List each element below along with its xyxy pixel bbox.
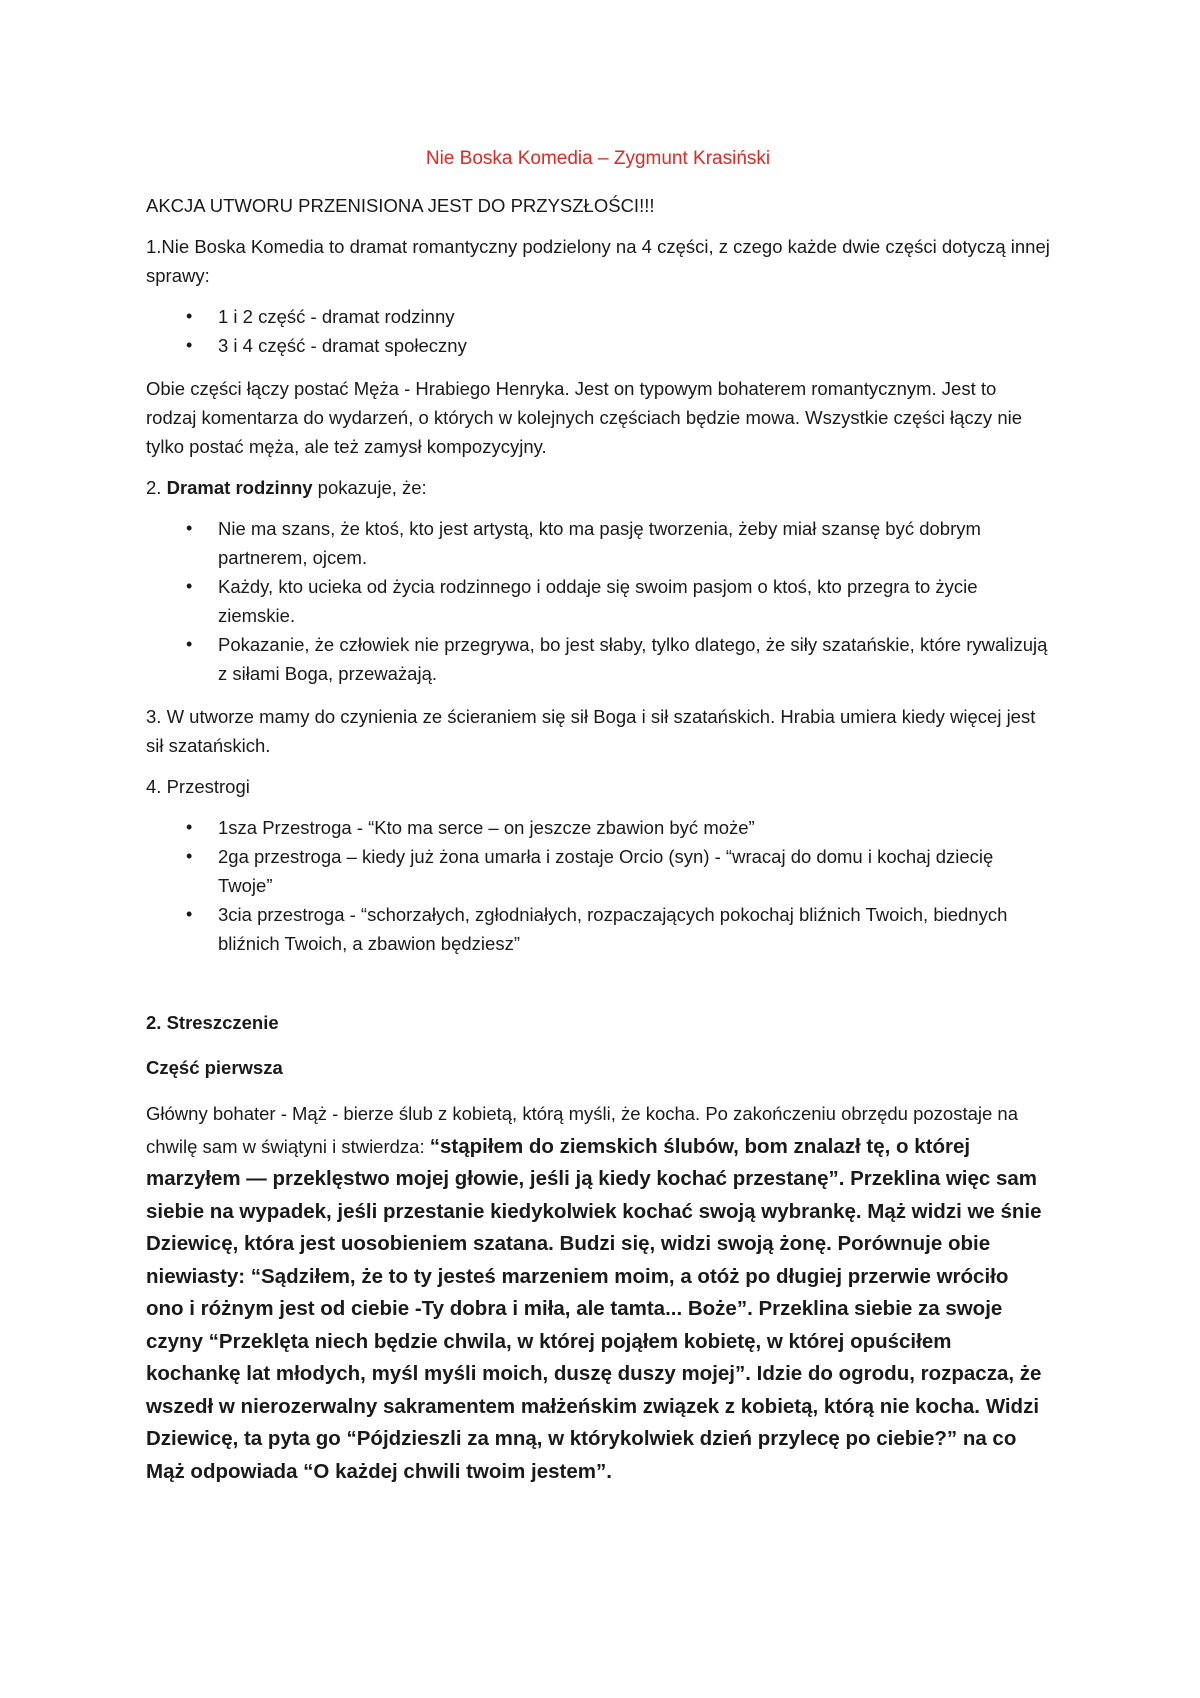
list-item: • Każdy, kto ucieka od życia rodzinnego i oddaje się swoim pasjom o ktoś, kto przegra to życie ziemskie. [146, 572, 1050, 630]
connection-paragraph: Obie części łączy postać Męża - Hrabiego Henryka. Jest on typowym bohaterem romantycznym. Jest to rodzaj komentarza do wydarzeń, o których w kolejnych częściach będzie mowa. Wszystkie części łączy nie tylko postać męża, ale też zamysł kompozycyjny. [146, 378, 1023, 457]
family-drama-heading: 2. Dramat rodzinny pokazuje, że: [146, 477, 427, 498]
list-item: • Nie ma szans, że ktoś, kto jest artystą, kto ma pasję tworzenia, żeby miał szansę być dobrym partnerem, ojcem. [146, 514, 1050, 572]
subsection-title: Część pierwsza [146, 1057, 283, 1078]
summary-quote: “stąpiłem do ziemskich ślubów, bom znalazł tę, o której marzyłem — przeklęstwo mojej głowie, jeśli ją kiedy kochać przestanę”. Przeklina więc sam siebie na wypadek, jeśli przestanie kiedykolwiek kochać swoją wybrankę. Mąż widzi we śnie Dziewicę, która jest uosobieniem szatana. Budzi się, widzi swoją żonę. Porównuje obie niewiasty: “Sądziłem, że to ty jesteś marzeniem moim, a otóż po długiej przerwie wróciło ono i różnym jest od ciebie -Ty dobra i miła, ale tamta... Boże”. Przeklina siebie za swoje czyny “Przeklęta niech będzie chwila, w której pojąłem kobietę, w której opuściłem kochankę lat młodych, myśl myśli moich, duszę duszy mojej”. Idzie do ogrodu, rozpacza, że wszedł w nierozerwalny sakramentem małżeńskim związek z kobietą, którą nie kocha. Widzi Dziewicę, ta pyta go “Pójdzieszli za mną, w którykolwiek dzień przylecę po ciebie?” na co Mąż odpowiada “O każdej chwili twoim jestem”. [146, 1134, 1042, 1483]
notice-line: AKCJA UTWORU PRZENISIONA JEST DO PRZYSZŁOŚCI!!! [146, 195, 655, 216]
bullet-icon: • [186, 518, 193, 538]
bullet-icon: • [186, 306, 193, 326]
section-title: 2. Streszczenie [146, 1012, 279, 1033]
document-title: Nie Boska Komedia – Zygmunt Krasiński [425, 148, 771, 169]
summary-intro: Główny bohater - Mąż - bierze ślub z kobietą, którą myśli, że kocha. Po zakończeniu obrzędu pozostaje na chwilę sam w świątyni i stwierdza: [146, 1103, 1018, 1157]
parts-list [146, 302, 1050, 360]
list-item: • 1 i 2 część - dramat rodzinny [146, 302, 1050, 331]
family-drama-list [146, 514, 1050, 688]
bullet-icon: • [186, 846, 193, 866]
spacer [146, 972, 1050, 1008]
bullet-icon: • [186, 576, 193, 596]
warnings-list [146, 813, 1050, 958]
warnings-heading: 4. Przestrogi [146, 776, 250, 797]
bullet-icon: • [186, 817, 193, 837]
list-item: • 1sza Przestroga - “Kto ma serce – on jeszcze zbawion być może” [146, 813, 1050, 842]
intro-paragraph: 1.Nie Boska Komedia to dramat romantyczny podzielony na 4 części, z czego każde dwie części dotyczą innej sprawy: [146, 236, 1050, 286]
bullet-icon: • [186, 335, 193, 355]
list-item: • Pokazanie, że człowiek nie przegrywa, bo jest słaby, tylko dlatego, że siły szatańskie, które rywalizują z siłami Boga, przeważają. [146, 630, 1050, 688]
list-item: • 3cia przestroga - “schorzałych, zgłodniałych, rozpaczających pokochaj bliźnich Twoich, biednych bliźnich Twoich, a zbawion będziesz” [146, 900, 1050, 958]
list-item: • 2ga przestroga – kiedy już żona umarła i zostaje Orcio (syn) - “wracaj do domu i kochaj dziecię Twoje” [146, 842, 1050, 900]
bullet-icon: • [186, 904, 193, 924]
bullet-icon: • [186, 634, 193, 654]
list-item: • 3 i 4 część - dramat społeczny [146, 331, 1050, 360]
forces-paragraph: 3. W utworze mamy do czynienia ze ścieraniem się sił Boga i sił szatańskich. Hrabia umiera kiedy więcej jest sił szatańskich. [146, 706, 1036, 756]
summary-paragraph [146, 1098, 1050, 1488]
